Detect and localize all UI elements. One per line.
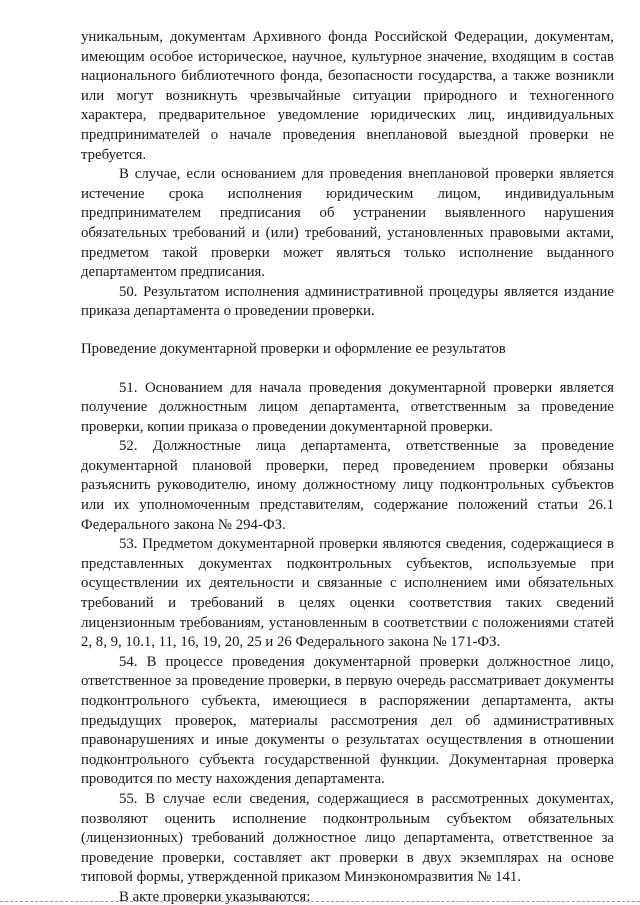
paragraph-54: 54. В процессе проведения документарной проверки должностное лицо, ответственное за проведение проверки, в первую очередь рассматривает документы подконтрольного субъекта, имеющиеся в распоряжении департамента, акты предыдущих проверок, материалы рассмотрения дел об административных правонарушениях и иные документы о результатах осуществления в отношении подконтрольного субъекта государственной функции. Документарная проверка проводится по месту нахождения департамента. [81,653,614,788]
page-bottom-edge [0,901,640,902]
paragraph-act-contents-intro: В акте проверки указываются: [119,888,311,905]
paragraph-50: 50. Результатом исполнения административной процедуры является издание приказа департамента о проведении проверки. [81,283,614,320]
paragraph-continuation: уникальным, документам Архивного фонда Российской Федерации, документам, имеющим особое историческое, научное, культурное значение, входящим в состав национального библиотечного фонда, безопасности государства, а также возникли или могут возникнуть чрезвычайные ситуации природного и техногенного характера, предварительное уведомление юридических лиц, индивидуальных предпринимателей о начале проведения внеплановой выездной проверки не требуется. [81,29,614,163]
section-heading: Проведение документарной проверки и оформление ее результатов [81,340,506,357]
paragraph-51: 51. Основанием для начала проведения документарной проверки является получение должностным лицом департамента, ответственным за проведение проверки, копии приказа о проведении документарной проверки. [81,379,614,435]
paragraph-55: 55. В случае если сведения, содержащиеся в рассмотренных документах, позволяют оценить исполнение подконтрольным субъектом обязательных (лицензионных) требований должностное лицо департамента, ответственное за проведение проверки, составляет акт проверки в двух экземплярах на основе типовой формы, утвержденной приказом Минэкономразвития № 141. [81,790,614,886]
paragraph-unscheduled-inspection-basis: В случае, если основанием для проведения внеплановой проверки является истечение срока исполнения юридическим лицом, индивидуальным предпринимателем предписания об устранении выявленного нарушения обязательных требований и (или) требований, установленных правовыми актами, предметом такой проверки может являться только исполнение выданного департаментом предписания. [81,166,614,281]
paragraph-52: 52. Должностные лица департамента, ответственные за проведение документарной плановой проверки, перед проведением проверки обязаны разъяснить руководителю, иному должностному лицу подконтрольных субъектов или их уполномоченным представителям, содержание положений статьи 26.1 Федерального закона № 294-ФЗ. [81,438,614,533]
paragraph-53: 53. Предметом документарной проверки являются сведения, содержащиеся в представленных документах подконтрольных субъектов, используемые при осуществлении их деятельности и связанные с исполнением ими обязательных требований и требований в целях оценки соответствия таких сведений лицензионным требованиям, установленным в соответствии с положениями статей 2, 8, 9, 10.1, 11, 16, 19, 20, 25 и 26 Федерального закона № 171-ФЗ. [81,536,614,651]
